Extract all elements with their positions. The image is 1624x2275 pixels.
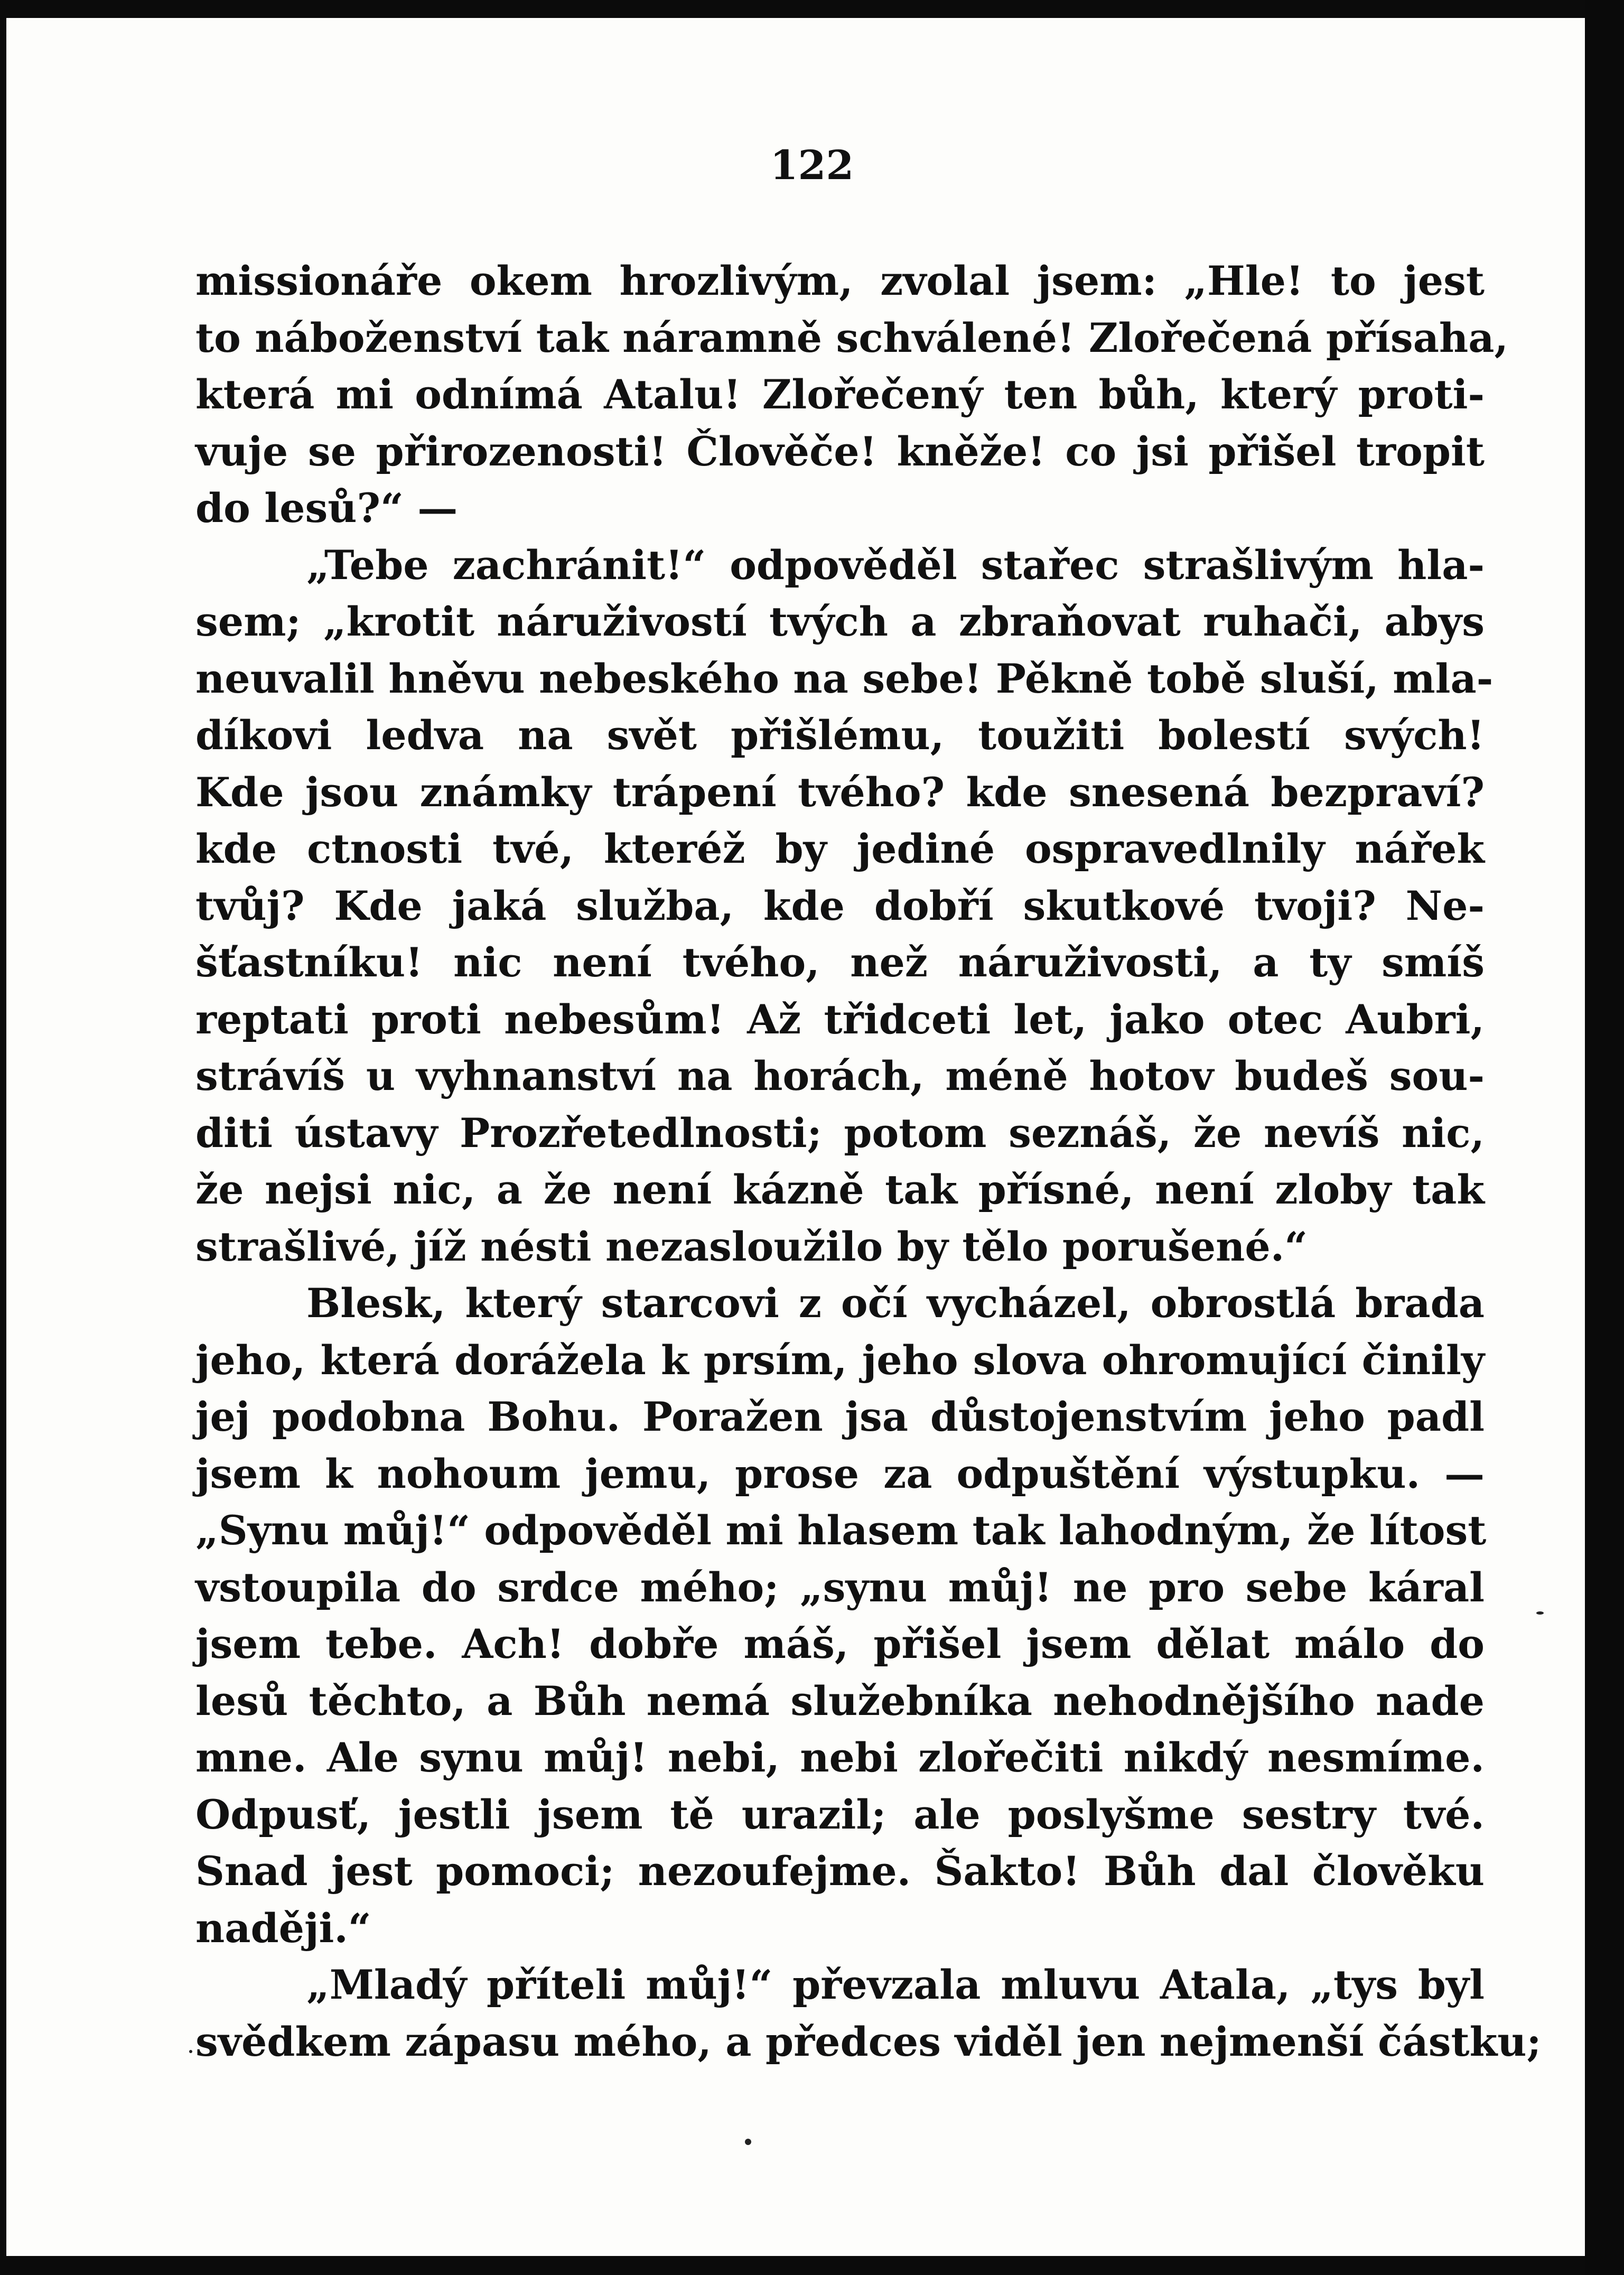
text-line: strašlivé, jíž nésti nezasloužilo by tělo porušené.“ (195, 1223, 1308, 1270)
text-line: „Tebe zachránit!“ odpověděl stařec strašlivým hla- (306, 541, 1485, 589)
text-line: kde ctnosti tvé, kteréž by jediné ospravedlnily nářek (195, 825, 1485, 872)
text-line: naději.“ (195, 1904, 371, 1952)
print-speck (189, 2050, 192, 2053)
text-line: „Mladý příteli můj!“ převzala mluvu Atala, „tys byl (306, 1961, 1485, 2008)
text-line: tvůj? Kde jaká služba, kde dobří skutkové tvoji? Ne- (195, 882, 1485, 929)
text-line: Blesk, který starcovi z očí vycházel, obrostlá brada (306, 1280, 1485, 1327)
text-line: svědkem zápasu mého, a předces viděl jen nejmenší částku; (195, 2018, 1542, 2065)
text-line: jsem tebe. Ach! dobře máš, přišel jsem dělat málo do (195, 1620, 1485, 1667)
text-line: jeho, která dorážela k prsím, jeho slova ohromující činily (195, 1336, 1485, 1384)
text-line: diti ústavy Prozřetedlnosti; potom seznáš, že nevíš nic, (195, 1109, 1485, 1157)
text-line: neuvalil hněvu nebeského na sebe! Pěkně tobě sluší, mla- (195, 655, 1494, 702)
text-line: mne. Ale synu můj! nebi, nebi zlořečiti nikdý nesmíme. (195, 1734, 1485, 1781)
text-line: šťastníku! nic není tvého, než náruživosti, a ty smíš (195, 939, 1485, 986)
text-line: jsem k nohoum jemu, prose za odpuštění výstupku. — (195, 1450, 1485, 1497)
scan-edge (1585, 0, 1624, 2275)
text-line: to náboženství tak náramně schválené! Zlořečená přísaha, (195, 314, 1508, 361)
text-line: Odpusť, jestli jsem tě urazil; ale poslyšme sestry tvé. (195, 1791, 1485, 1838)
page-number: 122 (770, 142, 854, 189)
text-line: missionáře okem hrozlivým, zvolal jsem: „Hle! to jest (195, 257, 1485, 304)
text-line: která mi odnímá Atalu! Zlořečený ten bůh, který proti- (195, 371, 1485, 418)
text-line: že nejsi nic, a že není kázně tak přísné, není zloby tak (195, 1166, 1485, 1213)
body-text (195, 253, 1542, 2070)
text-line: lesů těchto, a Bůh nemá služebníka nehodnějšího nade (195, 1677, 1485, 1724)
text-line: „Synu můj!“ odpověděl mi hlasem tak lahodným, že lítost (195, 1507, 1487, 1554)
text-line: Snad jest pomoci; nezoufejme. Šakto! Bůh dal člověku (195, 1848, 1485, 1895)
text-line: vuje se přirozenosti! Člověče! kněže! co jsi přišel tropit (195, 427, 1485, 475)
text-line: strávíš u vyhnanství na horách, méně hotov budeš sou- (195, 1052, 1485, 1099)
text-line: díkovi ledva na svět přišlému, toužiti bolestí svých! (195, 712, 1485, 759)
text-line: Kde jsou známky trápení tvého? kde snesená bezpraví? (195, 768, 1485, 816)
text-line: sem; „krotit náruživostí tvých a zbraňovat ruhači, abys (195, 598, 1485, 645)
text-line: reptati proti nebesům! Až třidceti let, jako otec Aubri, (195, 995, 1485, 1043)
text-line: vstoupila do srdce mého; „synu můj! ne pro sebe káral (195, 1563, 1485, 1611)
print-speck (1536, 1611, 1544, 1615)
text-line: jej podobna Bohu. Poražen jsa důstojenstvím jeho padl (195, 1393, 1485, 1440)
text-line: do lesů?“ — (195, 484, 458, 532)
print-speck (745, 2139, 751, 2145)
